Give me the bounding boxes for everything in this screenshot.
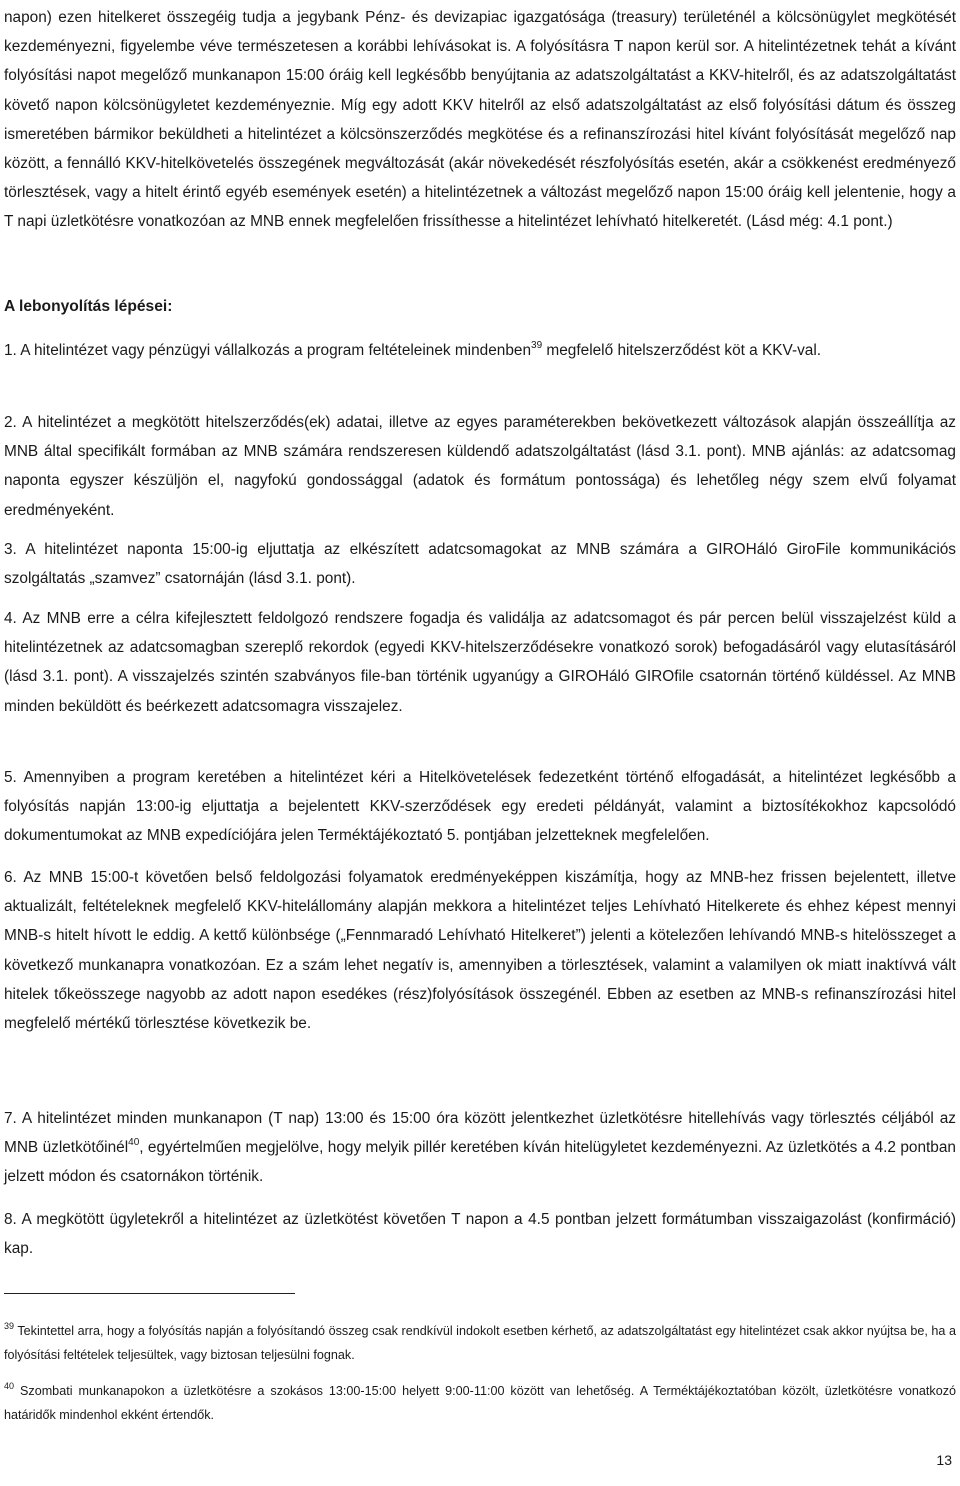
step-7 bbox=[4, 1104, 956, 1192]
step-2: 2. A hitelintézet a megkötött hitelszerződés(ek) adatai, illetve az egyes paraméterekben bekövetkezett változások alapján összeállítja az MNB által specifikált formában az MNB számára rendszeresen küldendő adatszolgáltatást (lásd 3.1. pont). MNB ajánlás: az adatcsomag naponta egyszer készüljön el, nagyfokú gondossággal (adatok és formátum pontossága) és lehetőleg négy szem elvű folyamat eredményeként. bbox=[4, 414, 956, 519]
step-8: 8. A megkötött ügyletekről a hitelintézet az üzletkötést követően T napon a 4.5 pontban jelzett formátumban visszaigazolást (konfirmáció) kap. bbox=[4, 1211, 956, 1258]
step-1 bbox=[4, 336, 956, 365]
document-page bbox=[4, 0, 956, 1486]
step-1-text: 1. A hitelintézet vagy pénzügyi vállalkozás a program feltételeinek mindenben bbox=[4, 342, 532, 359]
footnote-text: Szombati munkanapokon a üzletkötésre a szokásos 13:00-15:00 helyett 9:00-11:00 között van lehetőség. A Terméktájékoztatóban közölt, üzletkötésre vonatkozó határidők mindenhol ekként értendők. bbox=[4, 1384, 956, 1422]
footnote-ref-39[interactable]: 39 bbox=[531, 340, 543, 351]
step-3: 3. A hitelintézet naponta 15:00-ig eljuttatja az elkészített adatcsomagokat az MNB számára a GIROHáló GiroFile kommunikációs szolgáltatás „szamvez” csatornáján (lásd 3.1. pont). bbox=[4, 541, 956, 588]
step-7-text-end: , egyértelműen megjelölve, hogy melyik pillér keretében kíván hitelügyletet kezdeményezni. Az üzletkötés a 4.2 pontban jelzett módon és csatornákon történik. bbox=[4, 1139, 956, 1186]
step-1-text-end: megfelelő hitelszerződést köt a KKV-val. bbox=[542, 342, 822, 359]
step-7-text: 7. A hitelintézet minden munkanapon (T nap) 13:00 és 15:00 óra között jelentkezhet üzletkötésre hitellehívás vagy törlesztés céljából az MNB üzletkötőinél bbox=[4, 1110, 956, 1157]
footnote-number: 39 bbox=[4, 1321, 15, 1331]
step-5: 5. Amennyiben a program keretében a hitelintézet kéri a Hitelkövetelések fedezetként történő elfogadását, a hitelintézet legkésőbb a folyósítás napján 13:00-ig eljuttatja a bejelentett KKV-szerződések egy eredeti példányát, valamint a biztosítékokhoz kapcsolódó dokumentumokat az MNB expedíciójára jelen Terméktájékoztató 5. pontjában jelzetteknek megfelelően. bbox=[4, 769, 956, 845]
footnote-40 bbox=[4, 1380, 956, 1427]
footnote-number: 40 bbox=[4, 1381, 15, 1391]
footnote-separator bbox=[4, 1293, 295, 1294]
intro-paragraph: napon) ezen hitelkeret összegéig tudja a jegybank Pénz- és devizapiac igazgatósága (treasury) területénél a kölcsönügylet megkötését kezdeményezni, figyelembe véve természetesen a korábbi lehívásokat is. A folyósításra T napon kerül sor. A hitelintézetnek tehát a kívánt folyósítási napot megelőző munkanapon 15:00 óráig kell legkésőbb benyújtania az adatszolgáltatást a KKV-hitelről, és az adatszolgáltatást követő napon kölcsönügyletet kezdeményeznie. Míg egy adott KKV hitelről az első adatszolgáltatást az első folyósítási dátum és összeg ismeretében bármikor beküldheti a hitelintézet a kölcsönszerződés megkötése és a refinanszírozási hitel kívánt folyósítását megelőző nap között, a fennálló KKV-hitelkövetelés összegének megváltozását (akár növekedését részfolyósítás esetén, akár a csökkenést eredményező törlesztések, vagy a hitelt érintő egyéb események esetén) a hitelintézetnek a változást megelőző napon 15:00 óráig kell jelentenie, hogy a T napi üzletkötésre vonatkozóan az MNB ennek megfelelően frissíthesse a hitelintézet lehívható hitelkeretét. (Lásd még: 4.1 pont.) bbox=[4, 9, 956, 231]
footnote-ref-40[interactable]: 40 bbox=[128, 1137, 140, 1149]
step-6: 6. Az MNB 15:00-t követően belső feldolgozási folyamatok eredményeképpen kiszámítja, hogy az MNB-hez frissen bejelentett, illetve aktualizált, feltételeknek megfelelő KKV-hitelállomány alapján mekkora a hitelintézet teljes Lehívható Hitelkerete és ehhez képest mennyi MNB-s hitelt hívott le eddig. A kettő különbsége („Fennmaradó Lehívható Hitelkeret”) jelenti a kötelezően lehívandó MNB-s hitelösszeget a következő munkanapra vonatkozóan. Ez a szám lehet negatív is, amennyiben a törlesztések, valamint a valamilyen ok miatt inaktívvá vált hitelek tőkeösszege nagyobb az adott napon esedékes (rész)folyósítások összegénél. Ebben az esetben az MNB-s refinanszírozási hitel megfelelő mértékű törlesztése következik be. bbox=[4, 869, 956, 1033]
section-heading: A lebonyolítás lépései: bbox=[4, 298, 173, 315]
footnote-39 bbox=[4, 1320, 956, 1367]
step-4: 4. Az MNB erre a célra kifejlesztett feldolgozó rendszere fogadja és validálja az adatcsomagot és pár percen belül visszajelzést küld a hitelintézetnek az adatcsomagban szereplő rekordok (egyedi KKV-hitelszerződésekre vonatkozó sorok) befogadásáról vagy elutasításáról (lásd 3.1. pont). A visszajelzés szintén szabványos file-ban történik ugyanúgy a GIROHáló GIROfile csatornán történő küldéssel. Az MNB minden beküldött és beérkezett adatcsomagra visszajelez. bbox=[4, 610, 956, 715]
footnote-text: Tekintettel arra, hogy a folyósítás napján a folyósítandó összeg csak rendkívül indokolt esetben kérhető, az adatszolgáltatást egy hitelintézet csak akkor nyújtsa be, ha a folyósítási feltételek teljesültek, vagy biztosan teljesülni fognak. bbox=[4, 1324, 956, 1362]
page-number: 13 bbox=[936, 1452, 952, 1468]
